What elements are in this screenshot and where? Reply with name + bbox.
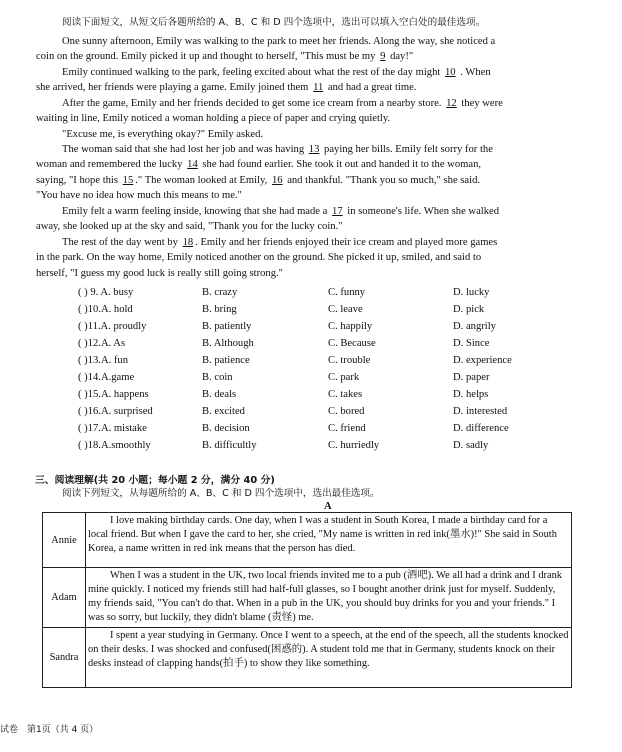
option-b[interactable]: B. decision bbox=[202, 423, 250, 434]
option-d[interactable]: D. sadly bbox=[453, 440, 489, 451]
option-c[interactable]: C. bored bbox=[328, 406, 365, 417]
section-instructions: 阅读下列短文，从每题所给的 A、B、C 和 D 四个选项中，选出最佳选项。 bbox=[62, 488, 380, 499]
option-a[interactable]: ( )11.A. proudly bbox=[78, 321, 147, 332]
option-a[interactable]: ( )16.A. surprised bbox=[78, 406, 153, 417]
option-c[interactable]: C. leave bbox=[328, 304, 363, 315]
option-b[interactable]: B. deals bbox=[202, 389, 237, 400]
option-a[interactable]: ( )12.A. As bbox=[78, 338, 126, 349]
blank-9: 9 bbox=[380, 51, 386, 62]
option-a[interactable]: ( )15.A. happens bbox=[78, 389, 149, 400]
option-d[interactable]: D. paper bbox=[453, 372, 490, 383]
option-c[interactable]: C. hurriedly bbox=[328, 440, 380, 451]
option-c[interactable]: C. park bbox=[328, 372, 360, 383]
passage-line: herself, "I guess my good luck is really still going strong." bbox=[36, 268, 283, 279]
row-text: When I was a student in the UK, two local friends invited me to a pub (酒吧). We all had a drink and I drank mine quickly. I noticed my friends still had half-full glasses, so I bought another drink just for myself. Suddenly, my friends said, "You can't do that. When in a pub in the UK, you should buy drinks for you and your friends." I was so sorry, but luckily, they didn't blame (责怪) me. bbox=[88, 570, 562, 623]
passage-line: away, she looked up at the sky and said, "Thank you for the lucky coin." bbox=[36, 221, 343, 232]
blank-14: 14 bbox=[187, 159, 198, 170]
option-b[interactable]: B. coin bbox=[202, 372, 233, 383]
option-a[interactable]: ( )13.A. fun bbox=[78, 355, 129, 366]
row-name: Adam bbox=[43, 568, 86, 627]
passage-line: waiting in line, Emily noticed a woman holding a piece of paper and crying quietly. bbox=[36, 113, 391, 124]
blank-11: 11 bbox=[313, 82, 324, 93]
option-a[interactable]: ( )17.A. mistake bbox=[78, 423, 147, 434]
option-d[interactable]: D. experience bbox=[453, 355, 512, 366]
row-text: I spent a year studying in Germany. Once I went to a speech, at the end of the speech, all the students knocked on their desks. I was shocked and confused(困惑的). A student told me that in Germany, students knock on their desks instead of clapping hands(拍手) to show they like something. bbox=[88, 630, 569, 669]
option-a[interactable]: ( ) 9. A. busy bbox=[78, 287, 134, 298]
option-a[interactable]: ( )14.A.game bbox=[78, 372, 135, 383]
option-b[interactable]: B. difficultly bbox=[202, 440, 257, 451]
reading-table bbox=[42, 512, 572, 688]
passage-line: "Excuse me, is everything okay?" Emily asked. bbox=[62, 129, 264, 140]
option-d[interactable]: D. pick bbox=[453, 304, 485, 315]
row-name: Annie bbox=[43, 513, 86, 567]
option-b[interactable]: B. excited bbox=[202, 406, 245, 417]
passage-line: Emily felt a warm feeling inside, knowing that she had made a 17 in someone's life. When she walked bbox=[62, 206, 500, 217]
blank-13: 13 bbox=[308, 144, 320, 155]
option-d[interactable]: D. interested bbox=[453, 406, 508, 417]
option-b[interactable]: B. Although bbox=[202, 338, 254, 349]
blank-15: 15 bbox=[122, 175, 134, 186]
table-row bbox=[43, 567, 571, 627]
option-a[interactable]: ( )18.A.smoothly bbox=[78, 440, 151, 451]
row-name: Sandra bbox=[43, 628, 86, 687]
table-row bbox=[43, 627, 571, 687]
option-c[interactable]: C. funny bbox=[328, 287, 366, 298]
passage-line: Emily continued walking to the park, feeling excited about what the rest of the day might 10 . When bbox=[62, 67, 491, 78]
passage-label: A bbox=[324, 501, 332, 512]
table-row bbox=[43, 513, 571, 567]
option-c[interactable]: C. trouble bbox=[328, 355, 371, 366]
blank-10: 10 bbox=[445, 67, 456, 78]
option-d[interactable]: D. helps bbox=[453, 389, 489, 400]
option-b[interactable]: B. patiently bbox=[202, 321, 252, 332]
passage-line: One sunny afternoon, Emily was walking to the park to meet her friends. Along the way, she noticed a bbox=[62, 36, 496, 47]
option-c[interactable]: C. friend bbox=[328, 423, 366, 434]
passage-line: saying, "I hope this 15 ." The woman looked at Emily, 16 and thankful. "Thank you so much," she said. bbox=[36, 175, 481, 186]
passage-line: The rest of the day went by 18 . Emily and her friends enjoyed their ice cream and played more games bbox=[62, 237, 498, 248]
blank-18: 18 bbox=[182, 237, 194, 248]
option-b[interactable]: B. patience bbox=[202, 355, 250, 366]
passage-line: woman and remembered the lucky 14 she had found earlier. She took it out and handed it to the woman, bbox=[36, 159, 482, 170]
passage-line: coin on the ground. Emily picked it up and thought to herself, "This must be my 9 day!" bbox=[36, 51, 414, 62]
passage-line: The woman said that she had lost her job and was having 13 paying her bills. Emily felt sorry for the bbox=[62, 144, 493, 155]
option-d[interactable]: D. difference bbox=[453, 423, 509, 434]
option-b[interactable]: B. crazy bbox=[202, 287, 238, 298]
passage-line: After the game, Emily and her friends decided to get some ice cream from a nearby store. 12 they were bbox=[62, 98, 503, 109]
passage-line: she arrived, her friends were playing a game. Emily joined them 11 and had a great time. bbox=[36, 82, 417, 93]
page-footer: 试卷 第1页（共 4 页） bbox=[0, 725, 99, 735]
option-d[interactable]: D. Since bbox=[453, 338, 490, 349]
option-d[interactable]: D. lucky bbox=[453, 287, 490, 298]
option-a[interactable]: ( )10.A. hold bbox=[78, 304, 133, 315]
option-b[interactable]: B. bring bbox=[202, 304, 237, 315]
option-d[interactable]: D. angrily bbox=[453, 321, 496, 332]
section-title: 三、阅读理解(共 20 小题；每小题 2 分，满分 40 分) bbox=[35, 475, 275, 486]
passage-line: "You have no idea how much this means to me." bbox=[36, 190, 242, 201]
option-c[interactable]: C. Because bbox=[328, 338, 376, 349]
blank-16: 16 bbox=[271, 175, 283, 186]
row-text: I love making birthday cards. One day, when I was a student in South Korea, I made a birthday card for a local friend. But when I gave the card to her, she cried, "My name is written in red ink(墨水)!" She said in South Korea, a name written in red ink means that the person has died. bbox=[88, 515, 557, 554]
blank-12: 12 bbox=[446, 98, 457, 109]
passage-line: in the park. On the way home, Emily noticed another on the ground. She picked it up, smiled, and said to bbox=[36, 252, 482, 263]
option-c[interactable]: C. happily bbox=[328, 321, 373, 332]
option-c[interactable]: C. takes bbox=[328, 389, 363, 400]
blank-17: 17 bbox=[332, 206, 343, 217]
cloze-instructions: 阅读下面短文，从短文后各题所给的 A、B、C 和 D 四个选项中，选出可以填入空白处的最佳选项。 bbox=[62, 17, 486, 28]
